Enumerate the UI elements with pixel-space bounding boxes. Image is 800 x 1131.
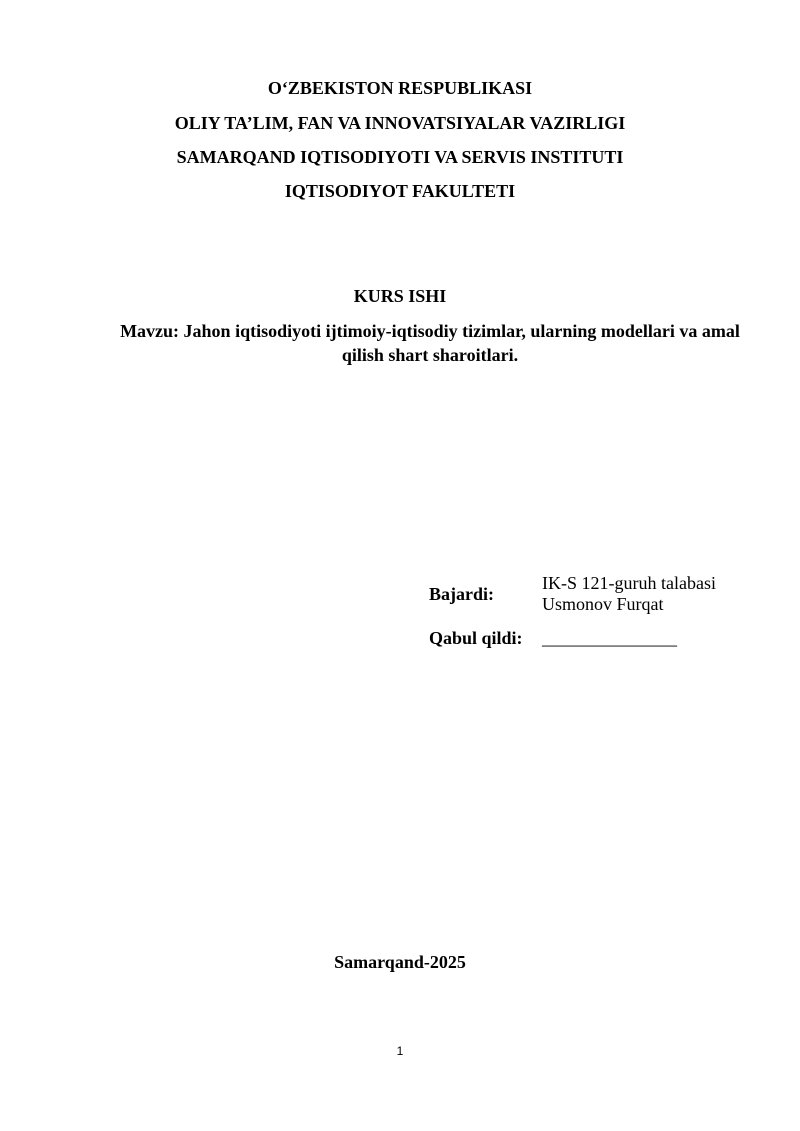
accepted-signature-line: _______________ xyxy=(542,627,677,648)
document-topic: Mavzu: Jahon iqtisodiyoti ijtimoiy-iqtisodiy tizimlar, ularning modellari va amal qilish shart sharoitlari. xyxy=(120,321,740,365)
done-label: Bajardi: xyxy=(429,583,494,604)
done-value xyxy=(542,571,716,617)
page-number: 1 xyxy=(396,1044,404,1058)
accepted-label: Qabul qildi: xyxy=(429,627,523,648)
document-type-title: KURS ISHI xyxy=(353,286,447,306)
institute-name-line: SAMARQAND IQTISODIYOTI VA SERVIS INSTITUTI xyxy=(176,147,624,167)
signature-row-accepted xyxy=(429,617,716,659)
student-name-line: Usmonov Furqat xyxy=(542,594,664,614)
ministry-country-line: O‘ZBEKISTON RESPUBLIKASI xyxy=(267,78,533,98)
faculty-name-line: IQTISODIYOT FAKULTETI xyxy=(284,181,516,201)
signature-row-done xyxy=(429,571,716,617)
student-group-line: IK-S 121-guruh talabasi xyxy=(542,573,716,593)
signature-block xyxy=(429,571,716,659)
ministry-name-line: OLIY TA’LIM, FAN VA INNOVATSIYALAR VAZIRLIGI xyxy=(174,113,626,133)
city-year: Samarqand-2025 xyxy=(334,952,466,972)
